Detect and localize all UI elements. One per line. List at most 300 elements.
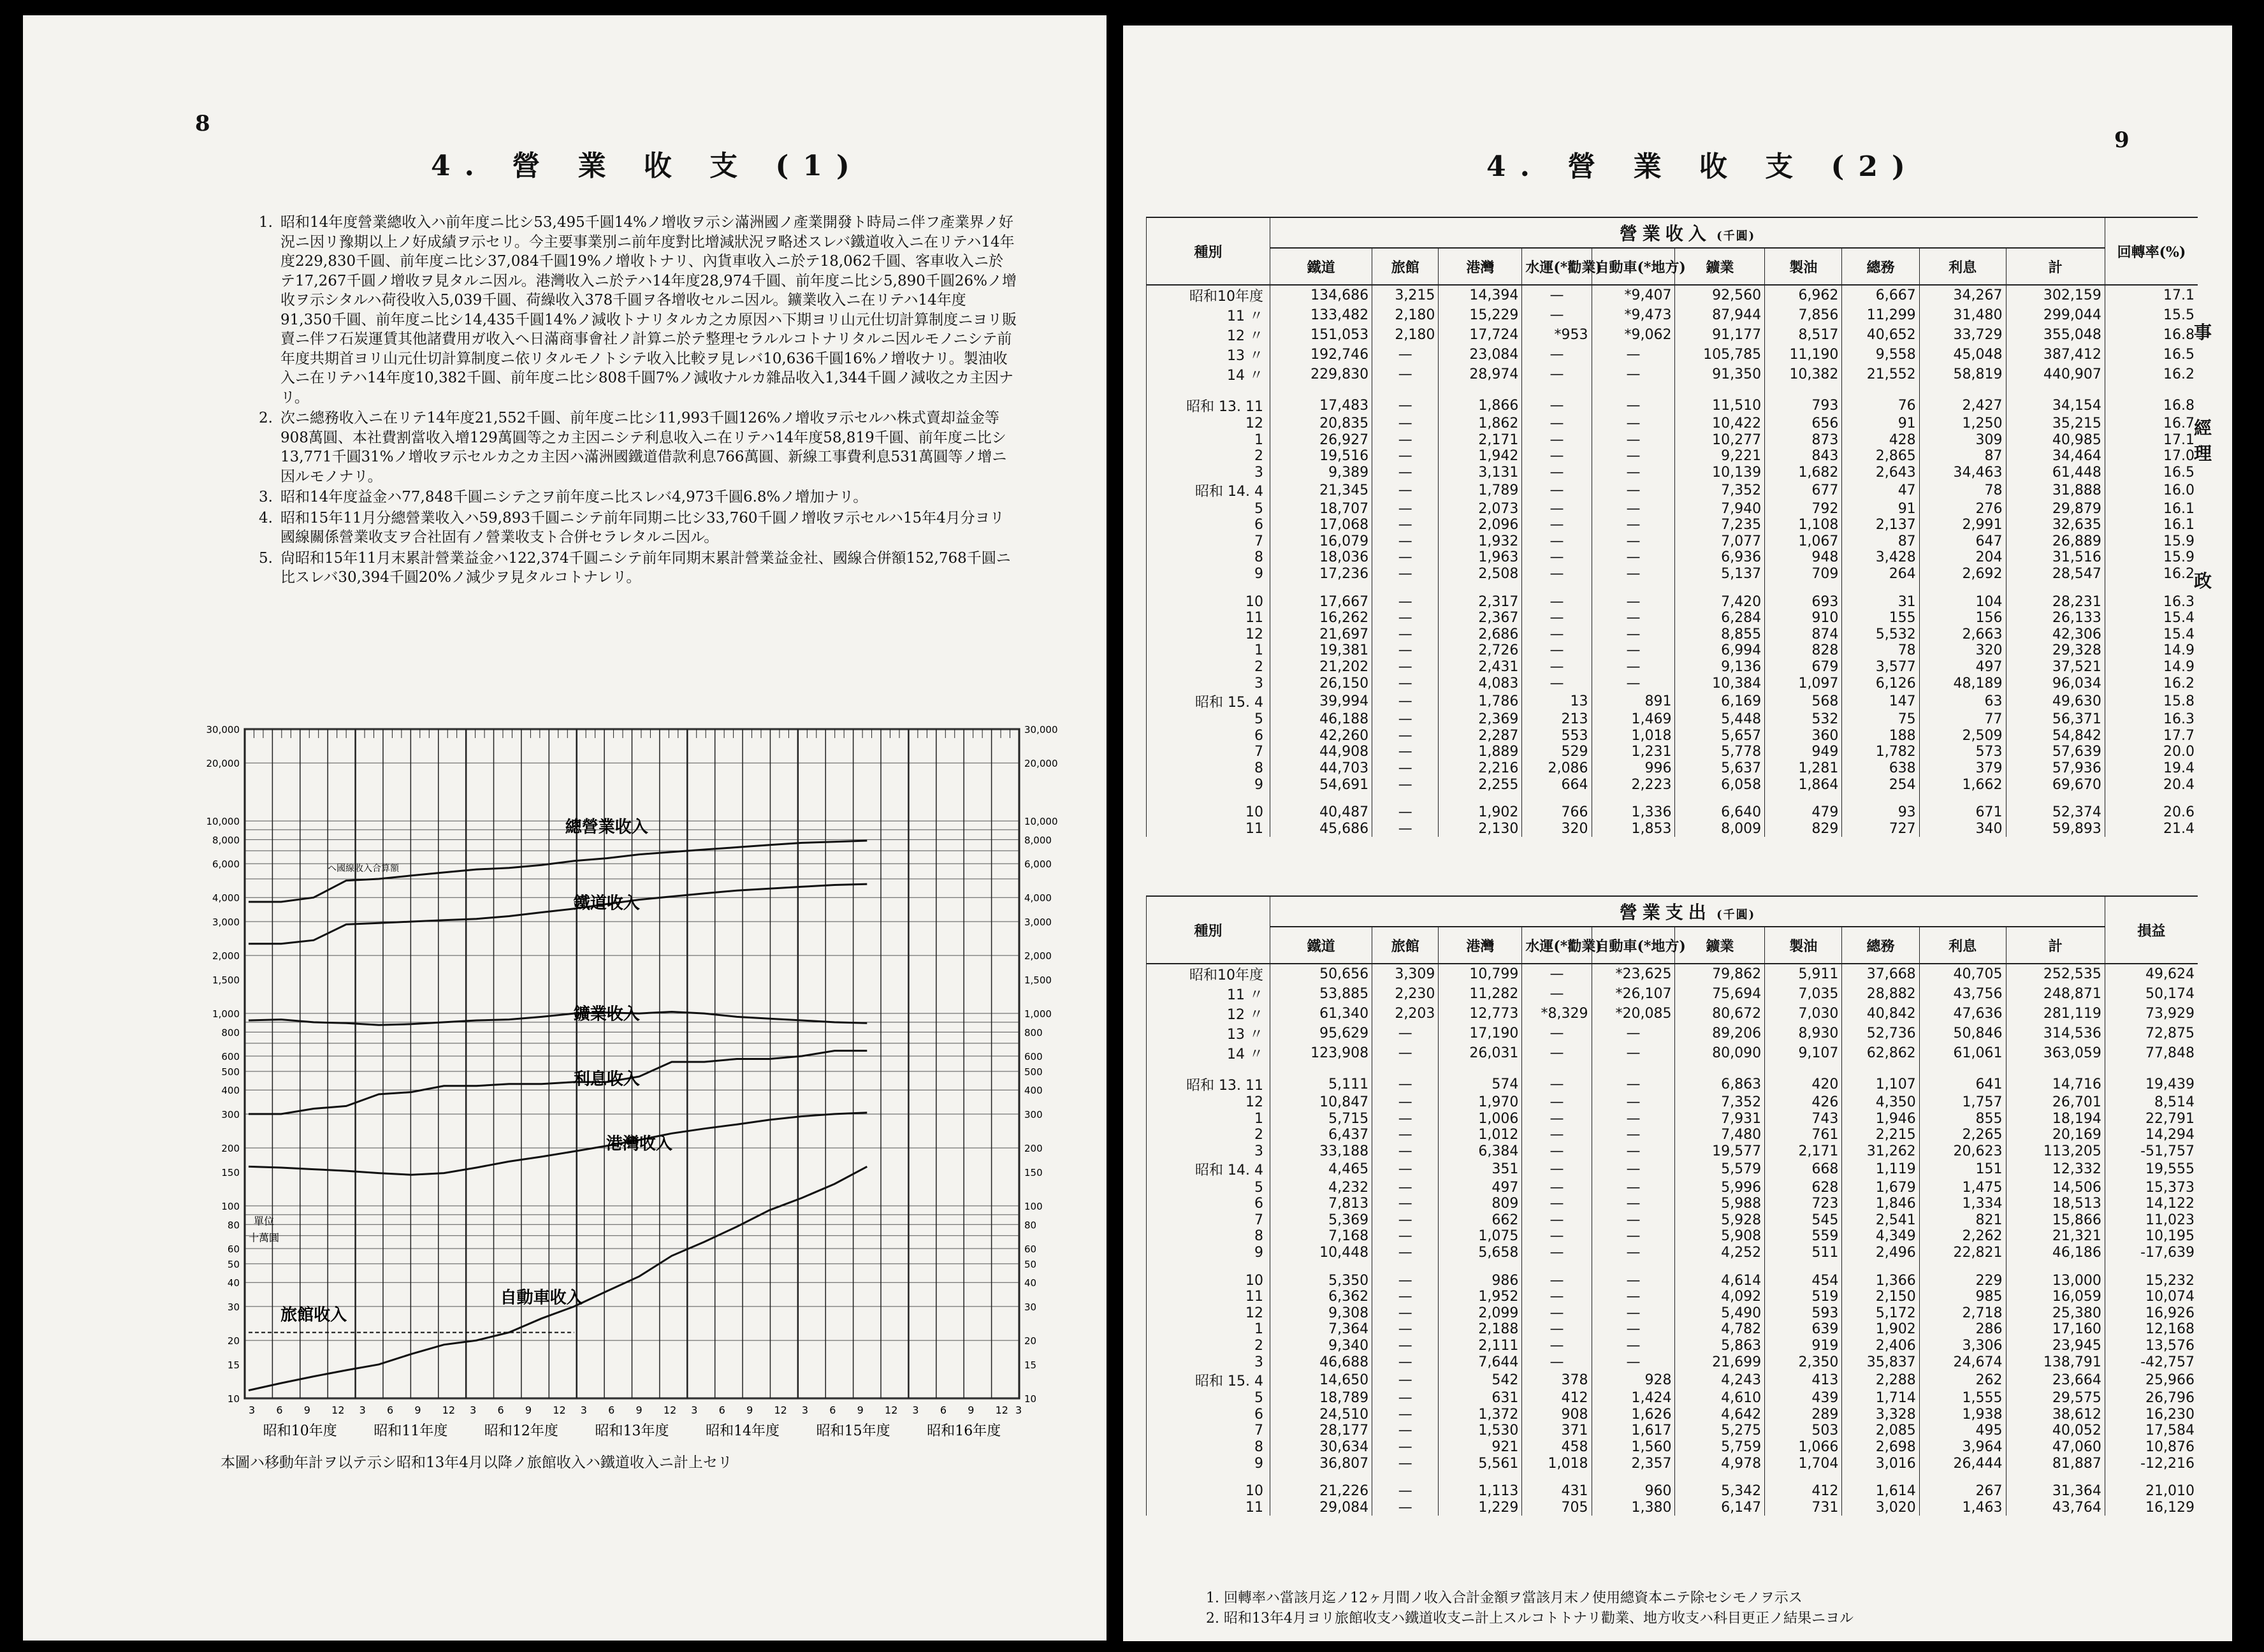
table-cell: 378 <box>1522 1370 1592 1390</box>
table-cell: 1,366 <box>1842 1272 1919 1289</box>
spacer-row <box>1147 793 2198 804</box>
row-label: 3 <box>1147 465 1270 481</box>
table-cell: — <box>1592 396 1675 416</box>
table-cell: — <box>1372 1245 1439 1261</box>
table-cell: 828 <box>1765 642 1842 659</box>
table-cell: — <box>1522 1159 1592 1179</box>
table-cell: 151 <box>1919 1159 2006 1179</box>
table-cell: — <box>1372 1354 1439 1370</box>
table-cell: 7,077 <box>1675 533 1765 550</box>
side-label: 政 <box>2194 570 2212 591</box>
table-cell: 17.7 <box>2105 728 2198 744</box>
row-label: 6 <box>1147 1407 1270 1423</box>
table-cell: 20.6 <box>2105 804 2198 821</box>
table-cell: — <box>1372 365 1439 384</box>
column-header: 水運(*勸業) <box>1522 248 1592 285</box>
table-cell: 45,048 <box>1919 345 2006 365</box>
note-number: 3. <box>259 489 273 505</box>
table-cell: 7,352 <box>1675 1094 1765 1111</box>
table-cell: 57,936 <box>2006 760 2105 777</box>
table-row <box>1147 1228 2198 1245</box>
table-cell: — <box>1372 396 1439 416</box>
table-cell: 948 <box>1765 549 1842 566</box>
table-row <box>1147 448 2198 465</box>
table-cell: 371 <box>1522 1423 1592 1439</box>
row-label: 5 <box>1147 1390 1270 1407</box>
table-cell: — <box>1522 1212 1592 1229</box>
table-cell: 1,862 <box>1439 416 1522 432</box>
table-cell: 123,908 <box>1270 1043 1372 1063</box>
table-cell: 2,255 <box>1439 776 1522 793</box>
footnote-1: 1. 回轉率ハ當該月迄ノ12ヶ月間ノ收入合計金額ヲ當該月末ノ使用總資本ニテ除セシモノヲ示ス <box>1206 1590 1803 1606</box>
x-month-label: 9 <box>525 1404 532 1416</box>
note-number: 1. <box>259 214 273 231</box>
table-row <box>1147 1354 2198 1370</box>
table-cell: 2,130 <box>1439 820 1522 837</box>
column-header: 總務 <box>1842 927 1919 964</box>
table-cell: 12,332 <box>2006 1159 2105 1179</box>
table-cell: 15.8 <box>2105 692 2198 711</box>
table-cell: 156 <box>1919 610 2006 627</box>
table-cell: — <box>1372 345 1439 365</box>
table-cell: 9,308 <box>1270 1305 1372 1322</box>
table-cell: 16.1 <box>2105 500 2198 517</box>
x-year-label: 昭和12年度 <box>484 1423 558 1439</box>
table-cell: 2,287 <box>1439 728 1522 744</box>
table-cell: 671 <box>1919 804 2006 821</box>
spacer-row <box>1147 582 2198 593</box>
table-row <box>1147 305 2198 325</box>
table-cell: 668 <box>1765 1159 1842 1179</box>
table-cell: 93 <box>1842 804 1919 821</box>
table-row <box>1147 432 2198 449</box>
table-cell: 679 <box>1765 659 1842 676</box>
table-cell: 908 <box>1522 1407 1592 1423</box>
table-cell: 28,231 <box>2006 593 2105 610</box>
table-cell: 72,875 <box>2105 1024 2198 1043</box>
table-cell: 855 <box>1919 1111 2006 1127</box>
table-row <box>1147 760 2198 777</box>
table-cell: — <box>1592 1289 1675 1305</box>
table-cell: 46,688 <box>1270 1354 1372 1370</box>
table-cell: — <box>1522 659 1592 676</box>
row-label: 2 <box>1147 448 1270 465</box>
table-cell: — <box>1592 610 1675 627</box>
y-tick-label: 10 <box>1024 1393 1037 1405</box>
table-cell: -51,757 <box>2105 1143 2198 1160</box>
table-row <box>1147 1483 2198 1500</box>
table-cell: 3,428 <box>1842 549 1919 566</box>
row-label: 3 <box>1147 1143 1270 1160</box>
y-tick-label: 80 <box>227 1219 240 1231</box>
table-cell: 15,373 <box>2105 1179 2198 1196</box>
table-cell: 705 <box>1522 1499 1592 1516</box>
table-cell: 16.1 <box>2105 517 2198 533</box>
table-cell: 1,018 <box>1592 728 1675 744</box>
table-cell: 21,202 <box>1270 659 1372 676</box>
chart-caption: 本圖ハ移動年計ヲ以テ示シ昭和13年4月以降ノ旅館收入ハ鐵道收入ニ計上セリ <box>221 1454 732 1471</box>
table-cell: — <box>1372 642 1439 659</box>
table-cell: 631 <box>1439 1390 1522 1407</box>
table-cell: 34,464 <box>2006 448 2105 465</box>
table-cell: 40,052 <box>2006 1423 2105 1439</box>
table-cell: 9,107 <box>1765 1043 1842 1063</box>
table-cell: 6,284 <box>1675 610 1765 627</box>
table-cell: 18,707 <box>1270 500 1372 517</box>
table-cell: — <box>1372 820 1439 837</box>
table-cell: 360 <box>1765 728 1842 744</box>
table-row <box>1147 1245 2198 1261</box>
table-cell: — <box>1522 285 1592 305</box>
table-cell: 7,364 <box>1270 1321 1372 1338</box>
table-cell: 28,177 <box>1270 1423 1372 1439</box>
table-cell: 479 <box>1765 804 1842 821</box>
row-label: 昭和 14. 4 <box>1147 481 1270 500</box>
table-cell: 5,928 <box>1675 1212 1765 1229</box>
table-cell: 7,420 <box>1675 593 1765 610</box>
table-cell: 252,535 <box>2006 964 2105 984</box>
table-cell: 18,036 <box>1270 549 1372 566</box>
table-cell: 5,172 <box>1842 1305 1919 1322</box>
table-cell: 5,579 <box>1675 1159 1765 1179</box>
table-cell: 1,902 <box>1842 1321 1919 1338</box>
table-cell: 1,864 <box>1765 776 1842 793</box>
table-cell: -42,757 <box>2105 1354 2198 1370</box>
table-cell: 49,624 <box>2105 964 2198 984</box>
table-cell: 1,942 <box>1439 448 1522 465</box>
table-row <box>1147 675 2198 692</box>
table-cell: 16.7 <box>2105 416 2198 432</box>
table-cell: 151,053 <box>1270 325 1372 345</box>
table-cell: 7,035 <box>1765 984 1842 1004</box>
table-cell: 96,034 <box>2006 675 2105 692</box>
table-cell: — <box>1372 675 1439 692</box>
table-cell: *9,407 <box>1592 285 1675 305</box>
table-cell: 26,889 <box>2006 533 2105 550</box>
row-label: 3 <box>1147 1354 1270 1370</box>
table-cell: — <box>1592 448 1675 465</box>
table-cell: 29,328 <box>2006 642 2105 659</box>
table-cell: 320 <box>1522 820 1592 837</box>
table-cell: 18,194 <box>2006 1111 2105 1127</box>
y-tick-label: 1,500 <box>1024 974 1052 986</box>
table-cell: 11,023 <box>2105 1212 2198 1229</box>
table-cell: 3,020 <box>1842 1499 1919 1516</box>
table-cell: *953 <box>1522 325 1592 345</box>
table-cell: 5,657 <box>1675 728 1765 744</box>
row-label: 6 <box>1147 517 1270 533</box>
table-cell: — <box>1372 804 1439 821</box>
x-month-label: 6 <box>718 1404 725 1416</box>
table-cell: 43,764 <box>2006 1499 2105 1516</box>
table-row <box>1147 1289 2198 1305</box>
y-tick-label: 100 <box>1024 1201 1043 1213</box>
table-cell: — <box>1372 533 1439 550</box>
table-cell: — <box>1592 1228 1675 1245</box>
table-cell: — <box>1592 1094 1675 1111</box>
table-cell: 23,945 <box>2006 1338 2105 1354</box>
table-cell: 16.3 <box>2105 593 2198 610</box>
table-cell: 23,664 <box>2006 1370 2105 1390</box>
column-header: 旅館 <box>1372 248 1439 285</box>
table-cell: 29,084 <box>1270 1499 1372 1516</box>
table-cell: 16,230 <box>2105 1407 2198 1423</box>
x-month-label: 6 <box>386 1404 394 1416</box>
table-cell: 9,389 <box>1270 465 1372 481</box>
table-cell: 6,962 <box>1765 285 1842 305</box>
x-month-label: 3 <box>359 1404 366 1416</box>
table-cell: 286 <box>1919 1321 2006 1338</box>
table-cell: 2,692 <box>1919 566 2006 583</box>
table-cell: 5,342 <box>1675 1483 1765 1500</box>
table-cell: 229 <box>1919 1272 2006 1289</box>
table-row <box>1147 1423 2198 1439</box>
table-cell: — <box>1522 675 1592 692</box>
y-tick-label: 1,000 <box>212 1008 240 1020</box>
table-cell: 2,698 <box>1842 1439 1919 1456</box>
x-month-label: 3 <box>1015 1404 1022 1416</box>
table-cell: 61,061 <box>1919 1043 2006 1063</box>
table-cell: 3,215 <box>1372 285 1439 305</box>
table-cell: 78 <box>1842 642 1919 659</box>
table-cell: — <box>1372 1043 1439 1063</box>
table-cell: — <box>1372 549 1439 566</box>
table-cell: 2,406 <box>1842 1338 1919 1354</box>
table-cell: 16.0 <box>2105 481 2198 500</box>
table-cell: — <box>1592 1321 1675 1338</box>
table-cell: 1,066 <box>1765 1439 1842 1456</box>
table-cell: 1,463 <box>1919 1499 2006 1516</box>
table-row <box>1147 345 2198 365</box>
x-year-label: 昭和16年度 <box>927 1423 1001 1439</box>
table-cell: 77,848 <box>2105 1043 2198 1063</box>
note-item <box>259 509 1017 547</box>
table-cell: 2,216 <box>1439 760 1522 777</box>
table-cell: 61,340 <box>1270 1004 1372 1024</box>
footnote-2: 2. 昭和13年4月ヨリ旅館收支ハ鐵道收支ニ計上スルコトトナリ勸業、地方收支ハ科目更正ノ結果ニヨル <box>1206 1611 1854 1627</box>
table-cell: — <box>1592 1245 1675 1261</box>
table-cell: 2,718 <box>1919 1305 2006 1322</box>
expense-table <box>1146 895 2198 1516</box>
table-cell: — <box>1592 500 1675 517</box>
table-cell: 1,067 <box>1765 533 1842 550</box>
table-cell: 155 <box>1842 610 1919 627</box>
table-cell: — <box>1522 1043 1592 1063</box>
table-cell: 5,350 <box>1270 1272 1372 1289</box>
table-cell: 17,160 <box>2006 1321 2105 1338</box>
table-cell: 40,487 <box>1270 804 1372 821</box>
row-label: 2 <box>1147 1338 1270 1354</box>
table-cell: 11,299 <box>1842 305 1919 325</box>
table-cell: 641 <box>1919 1075 2006 1094</box>
table-cell: — <box>1522 1354 1592 1370</box>
table-cell: 11,510 <box>1675 396 1765 416</box>
table-cell: — <box>1522 566 1592 583</box>
table-cell: — <box>1522 1272 1592 1289</box>
table-cell: 4,243 <box>1675 1370 1765 1390</box>
table-cell: 647 <box>1919 533 2006 550</box>
row-label: 5 <box>1147 500 1270 517</box>
table-cell: — <box>1522 1245 1592 1261</box>
row-label: 11 <box>1147 820 1270 837</box>
table-cell: 63 <box>1919 692 2006 711</box>
table-cell: 20.4 <box>2105 776 2198 793</box>
table-cell: 6,640 <box>1675 804 1765 821</box>
table-cell: — <box>1522 610 1592 627</box>
table-cell: 14.9 <box>2105 659 2198 676</box>
table-cell: — <box>1592 432 1675 449</box>
table-cell: 20,835 <box>1270 416 1372 432</box>
table-cell: — <box>1372 1370 1439 1390</box>
table-cell: 5,561 <box>1439 1455 1522 1472</box>
table-cell: 2,096 <box>1439 517 1522 533</box>
table-cell: 276 <box>1919 500 2006 517</box>
note-item <box>259 409 1017 486</box>
table-cell: — <box>1592 1338 1675 1354</box>
table-cell: 1,250 <box>1919 416 2006 432</box>
table-cell: 16,262 <box>1270 610 1372 627</box>
table-cell: 31 <box>1842 593 1919 610</box>
table-cell: 497 <box>1439 1179 1522 1196</box>
table-cell: 18,513 <box>2006 1196 2105 1212</box>
column-header: 鑛業 <box>1675 248 1765 285</box>
row-label: 10 <box>1147 804 1270 821</box>
table-row <box>1147 593 2198 610</box>
table-cell: 2,180 <box>1372 305 1439 325</box>
table-cell: 809 <box>1439 1196 1522 1212</box>
table-cell: — <box>1522 1094 1592 1111</box>
table-unit: (千圓) <box>1711 908 1756 922</box>
x-month-label: 3 <box>249 1404 256 1416</box>
row-label: 13 〃 <box>1147 345 1270 365</box>
x-month-label: 3 <box>912 1404 919 1416</box>
table-cell: — <box>1372 481 1439 500</box>
table-cell: — <box>1522 396 1592 416</box>
y-tick-label: 500 <box>221 1066 240 1078</box>
table-cell: 37,521 <box>2006 659 2105 676</box>
row-label: 昭和 14. 4 <box>1147 1159 1270 1179</box>
table-cell: — <box>1372 1455 1439 1472</box>
table-row <box>1147 549 2198 566</box>
table-cell: 75,694 <box>1675 984 1765 1004</box>
table-cell: — <box>1522 465 1592 481</box>
x-year-label: 昭和11年度 <box>374 1423 448 1439</box>
table-cell: 17.1 <box>2105 285 2198 305</box>
notes-list <box>259 213 1017 589</box>
table-cell: 4,350 <box>1842 1094 1919 1111</box>
series-label: 利息收入 <box>573 1069 640 1089</box>
column-header: 港灣 <box>1439 927 1522 964</box>
table-cell: 4,232 <box>1270 1179 1372 1196</box>
table-cell: 75 <box>1842 711 1919 728</box>
table-cell: 29,575 <box>2006 1390 2105 1407</box>
table-cell: — <box>1372 465 1439 481</box>
table-cell: 843 <box>1765 448 1842 465</box>
column-header: 計 <box>2006 927 2105 964</box>
table-cell: 891 <box>1592 692 1675 711</box>
table-cell: 8,930 <box>1765 1024 1842 1043</box>
y-tick-label: 40 <box>227 1277 240 1289</box>
y-tick-label: 200 <box>1024 1143 1043 1155</box>
table-cell: — <box>1592 1179 1675 1196</box>
table-cell: 1,932 <box>1439 533 1522 550</box>
table-cell: *20,085 <box>1592 1004 1675 1024</box>
table-cell: 133,482 <box>1270 305 1372 325</box>
table-cell: 1,560 <box>1592 1439 1675 1456</box>
table-cell: 10,422 <box>1675 416 1765 432</box>
table-cell: 91 <box>1842 416 1919 432</box>
table-cell: 985 <box>1919 1289 2006 1305</box>
page-title: 4. 營 業 收 支 (2) <box>1486 150 1919 183</box>
table-cell: 363,059 <box>2006 1043 2105 1063</box>
table-cell: 21,010 <box>2105 1483 2198 1500</box>
row-label: 12 <box>1147 416 1270 432</box>
table-cell: 91,177 <box>1675 325 1765 345</box>
table-cell: 1,782 <box>1842 744 1919 760</box>
table-cell: 48,189 <box>1919 675 2006 692</box>
y-tick-label: 4,000 <box>212 892 240 904</box>
table-cell: 821 <box>1919 1212 2006 1229</box>
table-cell: 37,668 <box>1842 964 1919 984</box>
page-number: 9 <box>2114 127 2130 153</box>
table-cell: 299,044 <box>2006 305 2105 325</box>
table-cell: — <box>1592 481 1675 500</box>
table-cell: 5,532 <box>1842 627 1919 643</box>
table-cell: 21.4 <box>2105 820 2198 837</box>
table-cell: — <box>1592 593 1675 610</box>
table-cell: 22,791 <box>2105 1111 2198 1127</box>
table-cell: 254 <box>1842 776 1919 793</box>
table-cell: 3,131 <box>1439 465 1522 481</box>
table-cell: — <box>1522 1228 1592 1245</box>
table-cell: 5,111 <box>1270 1075 1372 1094</box>
table-cell: — <box>1522 1338 1592 1354</box>
table-cell: 73,929 <box>2105 1004 2198 1024</box>
table-cell: 874 <box>1765 627 1842 643</box>
table-cell: 17,068 <box>1270 517 1372 533</box>
y-tick-label: 150 <box>221 1166 240 1178</box>
table-cell: 44,703 <box>1270 760 1372 777</box>
y-tick-label: 4,000 <box>1024 892 1052 904</box>
table-cell: — <box>1372 728 1439 744</box>
row-label: 8 <box>1147 1228 1270 1245</box>
table-cell: 1,229 <box>1439 1499 1522 1516</box>
table-cell: 8,855 <box>1675 627 1765 643</box>
table-cell: 921 <box>1439 1439 1522 1456</box>
row-label: 9 <box>1147 1455 1270 1472</box>
table-cell: 5,715 <box>1270 1111 1372 1127</box>
table-cell: — <box>1592 1354 1675 1370</box>
table-cell: 17,483 <box>1270 396 1372 416</box>
x-year-label: 昭和13年度 <box>595 1423 669 1439</box>
table-row <box>1147 1127 2198 1143</box>
table-cell: 2,509 <box>1919 728 2006 744</box>
row-label: 11 <box>1147 1289 1270 1305</box>
y-tick-label: 10 <box>227 1393 240 1405</box>
table-cell: — <box>1372 627 1439 643</box>
table-cell: 2,663 <box>1919 627 2006 643</box>
series-label: 旅館收入 <box>280 1305 347 1325</box>
table-cell: 4,782 <box>1675 1321 1765 1338</box>
table-cell: 2,508 <box>1439 566 1522 583</box>
y-tick-label: 600 <box>221 1051 240 1063</box>
x-month-label: 9 <box>968 1404 975 1416</box>
note-text: 昭和15年11月分總營業收入ハ59,893千圓ニシテ前年同期ニ比シ33,760千圓ノ增收ヲ示セルハ15年4月分ヨリ國線關係營業收支ヲ合社固有ノ營業收支ト合併セラレタルニ因ル。 <box>280 509 1005 546</box>
table-cell: — <box>1372 1305 1439 1322</box>
table-cell: 2,541 <box>1842 1212 1919 1229</box>
table-cell: 16,079 <box>1270 533 1372 550</box>
table-cell: 1,682 <box>1765 465 1842 481</box>
